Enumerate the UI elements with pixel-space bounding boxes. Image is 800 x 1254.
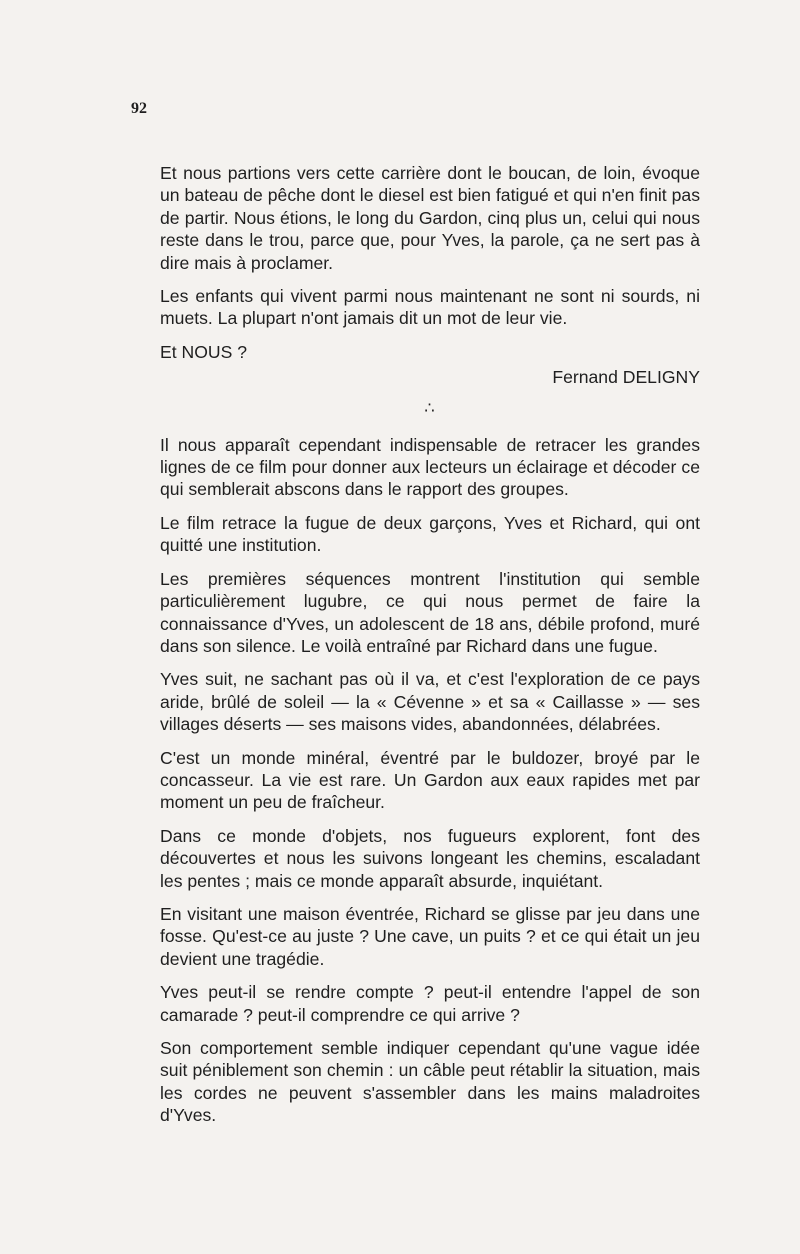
paragraph: Yves suit, ne sachant pas où il va, et c'est l'exploration de ce pays aride, brûlé de soleil — la « Cévenne » et sa « Caillasse » — ses villages déserts — ses maisons vides, abandonnées, délabrées. bbox=[160, 669, 700, 735]
paragraph: Les premières séquences montrent l'institution qui semble particulièrement lugubre, ce qui nous permet de faire la connaissance d'Yves, un adolescent de 18 ans, débile profond, muré dans son silence. Le voilà entraîné par Richard dans une fugue. bbox=[160, 568, 700, 656]
paragraph: Et nous partions vers cette carrière dont le boucan, de loin, évoque un bateau de pêche dont le diesel est bien fatigué et qui n'en finit pas de partir. Nous étions, le long du Gardon, cinq plus un, celui qui nous reste dans le trou, parce que, pour Yves, la parole, ça ne sert pas à dire mais à proclamer. bbox=[160, 163, 700, 273]
paragraph: Et NOUS ? bbox=[160, 341, 248, 362]
paragraph: Les enfants qui vivent parmi nous maintenant ne sont ni sourds, ni muets. La plupart n'ont jamais dit un mot de leur vie. bbox=[160, 286, 700, 329]
section-ornament: ∴ bbox=[424, 399, 436, 417]
author-signature: Fernand DELIGNY bbox=[552, 367, 700, 388]
paragraph: Yves peut-il se rendre compte ? peut-il entendre l'appel de son camarade ? peut-il comprendre ce qui arrive ? bbox=[160, 982, 700, 1025]
paragraph: C'est un monde minéral, éventré par le buldozer, broyé par le concasseur. La vie est rare. Un Gardon aux eaux rapides met par moment un peu de fraîcheur. bbox=[160, 747, 700, 813]
body-text bbox=[160, 162, 700, 1138]
paragraph: En visitant une maison éventrée, Richard se glisse par jeu dans une fosse. Qu'est-ce au juste ? Une cave, un puits ? et ce qui était un jeu devient une tragédie. bbox=[160, 903, 700, 969]
paragraph: Son comportement semble indiquer cependant qu'une vague idée suit péniblement son chemin : un câble peut rétablir la situation, mais les cordes ne peuvent s'assembler dans les mains maladroites d'Yves. bbox=[160, 1038, 700, 1126]
page-number: 92 bbox=[131, 100, 147, 117]
paragraph: Le film retrace la fugue de deux garçons, Yves et Richard, qui ont quitté une institution. bbox=[160, 512, 700, 556]
paragraph: Dans ce monde d'objets, nos fugueurs explorent, font des découvertes et nous les suivons longeant les chemins, escaladant les pentes ; mais ce monde apparaît absurde, inquiétant. bbox=[160, 825, 700, 891]
paragraph: Il nous apparaît cependant indispensable de retracer les grandes lignes de ce film pour donner aux lecteurs un éclairage et décoder ce qui semblerait abscons dans le rapport des groupes. bbox=[160, 434, 700, 500]
